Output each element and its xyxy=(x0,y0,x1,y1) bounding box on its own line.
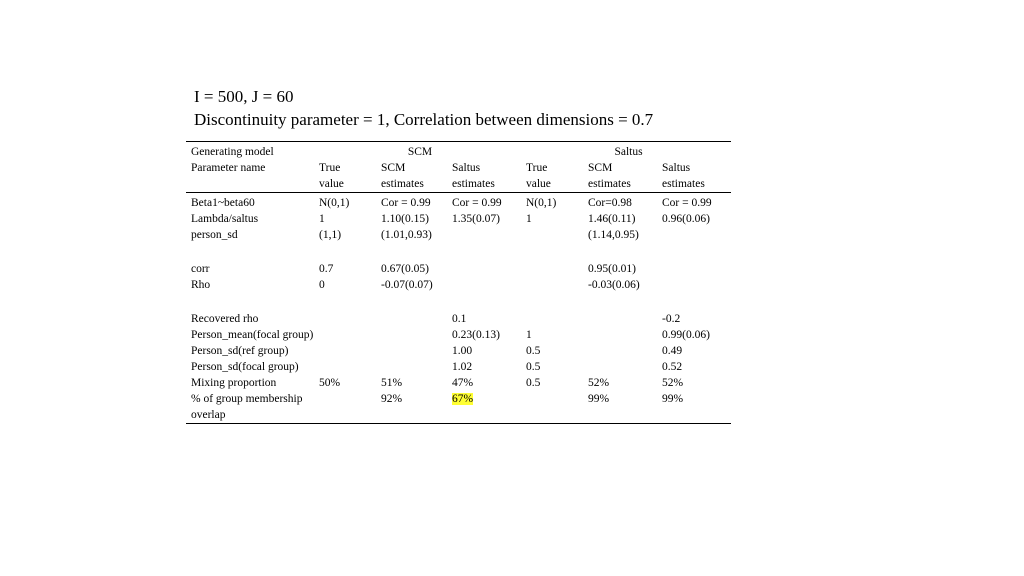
row-label: Mixing proportion xyxy=(191,377,277,389)
cell: 99% xyxy=(583,391,657,424)
cell: 51% xyxy=(381,377,403,389)
cell: -0.07(0.07) xyxy=(381,279,433,291)
cell: 1 xyxy=(526,213,532,225)
cell: Cor=0.98 xyxy=(588,197,632,209)
cell: 99% xyxy=(657,391,731,424)
spacer-row xyxy=(186,293,731,311)
table-row-mixing-proportion xyxy=(186,375,731,391)
row-label: person_sd xyxy=(191,229,238,241)
cell: Cor = 0.99 xyxy=(381,197,431,209)
table-row-rho xyxy=(186,277,731,293)
header-value-scm: value xyxy=(314,176,376,193)
cell: -0.03(0.06) xyxy=(588,279,640,291)
cell: 0.49 xyxy=(662,345,683,357)
row-label: Rho xyxy=(191,279,211,291)
cell: 0.5 xyxy=(526,377,541,389)
cell: 0.99(0.06) xyxy=(662,329,710,341)
title-conditions: Discontinuity parameter = 1, Correlation between dimensions = 0.7 xyxy=(194,110,654,129)
header-saltus-group: Saltus xyxy=(521,142,731,161)
header-true-value-scm: True xyxy=(319,162,341,174)
results-table xyxy=(186,141,731,424)
cell: 0.52 xyxy=(662,361,683,373)
table-row-corr xyxy=(186,261,731,277)
row-label: corr xyxy=(191,263,210,275)
cell: 1 xyxy=(319,213,325,225)
cell: 1.02 xyxy=(452,361,473,373)
cell: 0.67(0.05) xyxy=(381,263,429,275)
header-saltus-estimates-saltus: Saltus xyxy=(662,162,691,174)
title-block xyxy=(194,85,653,131)
cell: 47% xyxy=(452,377,474,389)
cell: 1 xyxy=(526,329,532,341)
spacer-row xyxy=(186,243,731,261)
header-row-columns-2 xyxy=(186,176,731,193)
cell: (1,1) xyxy=(319,229,342,241)
header-estimates-saltus-1: estimates xyxy=(583,176,657,193)
header-scm-estimates-saltus: SCM xyxy=(588,162,613,174)
header-saltus-estimates-scm: Saltus xyxy=(452,162,481,174)
cell: 1.10(0.15) xyxy=(381,213,429,225)
cell: (1.01,0.93) xyxy=(381,229,432,241)
table-row-person-sd xyxy=(186,227,731,243)
cell: 52% xyxy=(588,377,610,389)
row-label: Person_sd(focal group) xyxy=(191,361,299,373)
header-true-value-saltus: True xyxy=(526,162,548,174)
cell: 1.46(0.11) xyxy=(588,213,636,225)
header-estimates-scm-2: estimates xyxy=(447,176,521,193)
table-row-person-mean-focal xyxy=(186,327,731,343)
header-scm-group: SCM xyxy=(314,142,521,161)
results-table-container xyxy=(186,141,731,424)
header-generating-model: Generating model xyxy=(186,142,314,161)
cell: Cor = 0.99 xyxy=(662,197,712,209)
table-row-lambda xyxy=(186,211,731,227)
cell: 0.7 xyxy=(319,263,334,275)
cell: 50% xyxy=(319,377,341,389)
table-row-person-sd-ref xyxy=(186,343,731,359)
cell: (1.14,0.95) xyxy=(588,229,639,241)
table-row-person-sd-focal xyxy=(186,359,731,375)
row-label: Beta1~beta60 xyxy=(191,197,255,209)
header-scm-estimates-scm: SCM xyxy=(381,162,406,174)
header-estimates-scm-1: estimates xyxy=(376,176,447,193)
header-row-columns-1 xyxy=(186,160,731,176)
cell: 0.5 xyxy=(526,361,541,373)
cell: 1.35(0.07) xyxy=(452,213,500,225)
row-label: Recovered rho xyxy=(191,313,259,325)
header-value-saltus: value xyxy=(521,176,583,193)
cell: 1.00 xyxy=(452,345,473,357)
header-row-model xyxy=(186,142,731,161)
cell: 0 xyxy=(319,279,325,291)
table-row-beta xyxy=(186,193,731,212)
table-row-recovered-rho xyxy=(186,311,731,327)
header-parameter-name: Parameter name xyxy=(191,162,266,174)
table-row-membership-overlap xyxy=(186,391,731,424)
cell-highlighted xyxy=(447,391,521,424)
title-sample-size: I = 500, J = 60 xyxy=(194,87,294,106)
cell: 92% xyxy=(376,391,447,424)
cell: N(0,1) xyxy=(526,197,557,209)
row-label: Person_mean(focal group) xyxy=(191,329,314,341)
cell: Cor = 0.99 xyxy=(452,197,502,209)
header-estimates-saltus-2: estimates xyxy=(657,176,731,193)
cell: 0.23(0.13) xyxy=(452,329,500,341)
cell: -0.2 xyxy=(662,313,681,325)
cell: 52% xyxy=(662,377,684,389)
highlight-mark: 67% xyxy=(452,393,474,405)
cell: 0.95(0.01) xyxy=(588,263,636,275)
cell: 0.5 xyxy=(526,345,541,357)
row-label: Person_sd(ref group) xyxy=(191,345,289,357)
cell: N(0,1) xyxy=(319,197,350,209)
row-label: % of group membership overlap xyxy=(186,391,314,424)
cell: 0.1 xyxy=(452,313,467,325)
cell: 0.96(0.06) xyxy=(662,213,710,225)
row-label: Lambda/saltus xyxy=(191,213,259,225)
